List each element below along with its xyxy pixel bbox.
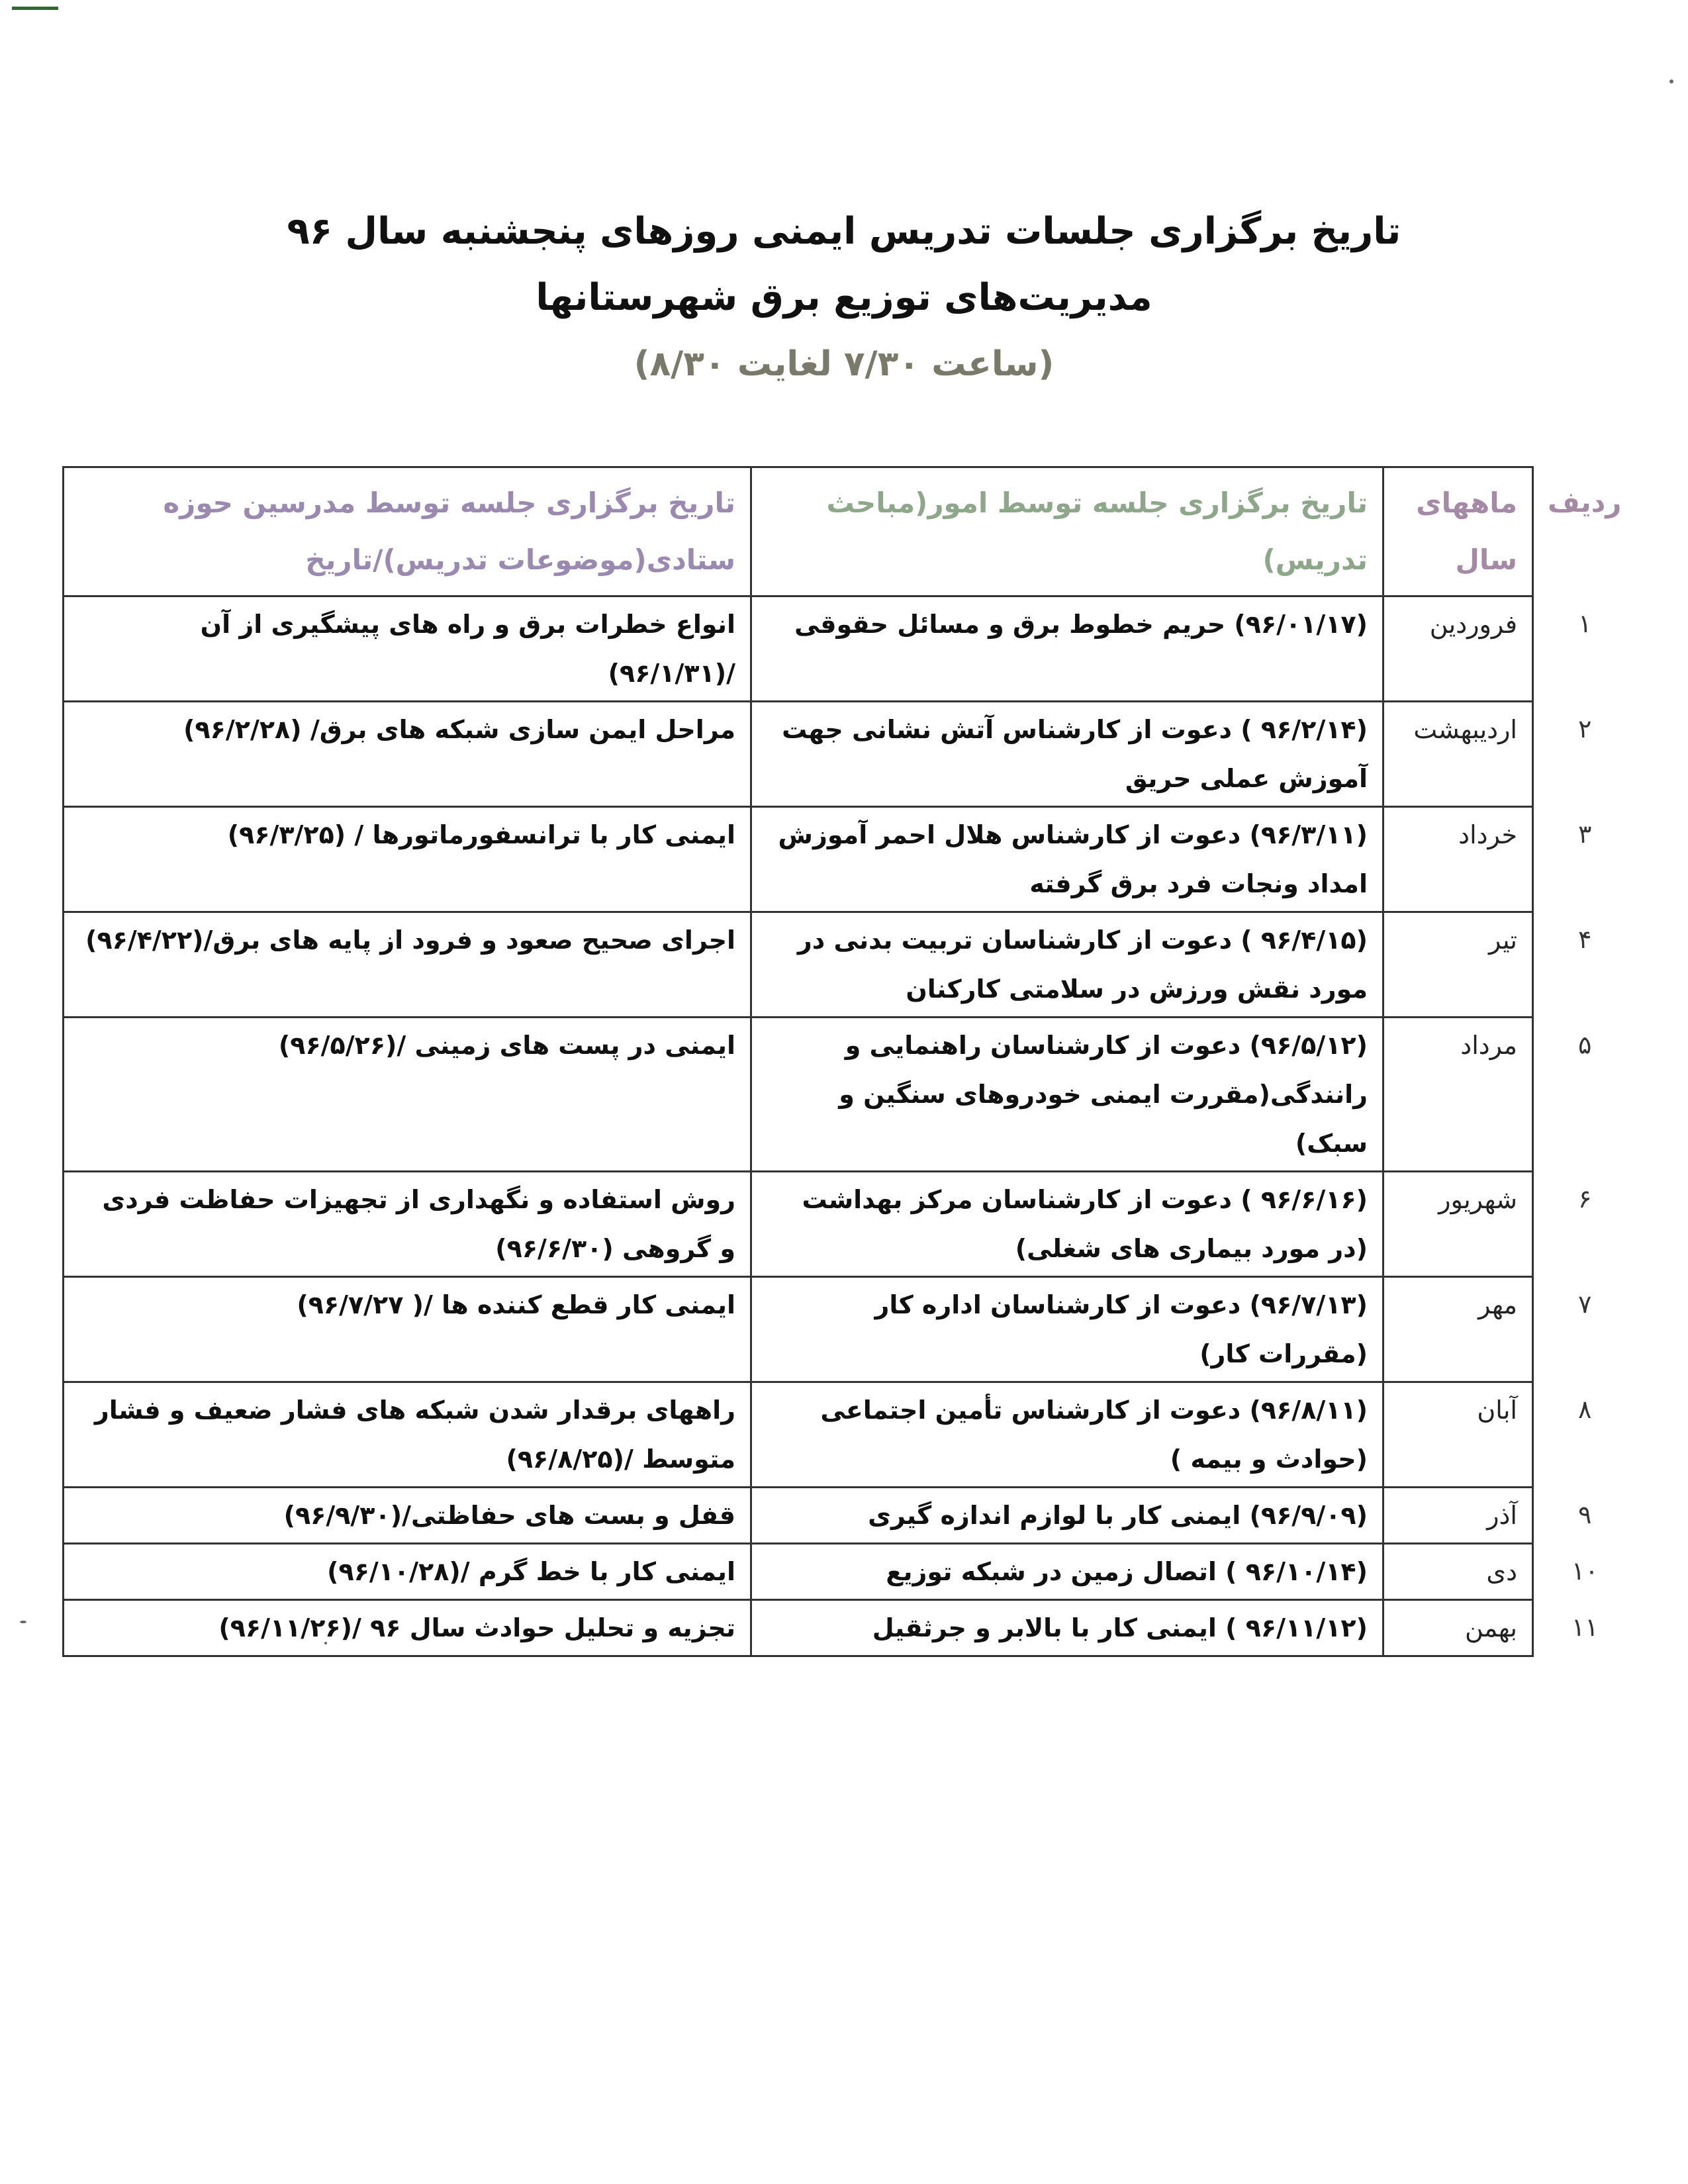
header-staff-session: تاریخ برگزاری جلسه توسط مدرسین حوزه ستادی(موضوعات تدریس)/تاریخ <box>64 467 751 596</box>
month-cell: آذر <box>1383 1488 1533 1544</box>
scan-edge-mark <box>12 7 58 10</box>
staff-session-cell: مراحل ایمن سازی شبکه های برق/ (۹۶/۲/۲۸) <box>64 702 751 807</box>
document-title: تاریخ برگزاری جلسات تدریس ایمنی روزهای پنجشنبه سال ۹۶ <box>287 210 1401 253</box>
department-session-cell: (۹۶/۸/۱۱) دعوت از کارشناس تأمین اجتماعی (حوادث و بیمه ) <box>751 1382 1383 1488</box>
month-cell: دی <box>1383 1544 1533 1600</box>
table-header-row <box>64 467 1636 596</box>
scan-speck <box>1669 79 1673 83</box>
staff-session-cell: روش استفاده و نگهداری از تجهیزات حفاظت فردی و گروهی (۹۶/۶/۳۰) <box>64 1172 751 1277</box>
month-cell: تیر <box>1383 912 1533 1018</box>
staff-session-cell: ایمنی کار با ترانسفورماتورها / (۹۶/۳/۲۵) <box>64 807 751 912</box>
document-header <box>0 199 1688 397</box>
department-session-cell: (۹۶/۹/۰۹) ایمنی کار با لوازم اندازه گیری <box>751 1488 1383 1544</box>
header-row-number: ردیف <box>1533 467 1636 596</box>
table-body <box>64 596 1636 1656</box>
row-number: ۵ <box>1533 1018 1636 1172</box>
row-number: ۱۱ <box>1533 1600 1636 1656</box>
staff-session-cell: ایمنی کار قطع کننده ها /( ۹۶/۷/۲۷) <box>64 1277 751 1382</box>
department-session-cell: (۹۶/۲/۱۴ ) دعوت از کارشناس آتش نشانی جهت آموزش عملی حریق <box>751 702 1383 807</box>
row-number: ۶ <box>1533 1172 1636 1277</box>
schedule-table <box>62 466 1636 1657</box>
table-row <box>64 702 1636 807</box>
department-session-cell: (۹۶/۵/۱۲) دعوت از کارشناسان راهنمایی و رانندگی(مقررت ایمنی خودروهای سنگین و سبک) <box>751 1018 1383 1172</box>
table-row <box>64 912 1636 1018</box>
department-session-cell: (۹۶/۱۰/۱۴ ) اتصال زمین در شبکه توزیع <box>751 1544 1383 1600</box>
staff-session-cell: انواع خطرات برق و راه های پیشگیری از آن /(۹۶/۱/۳۱) <box>64 596 751 702</box>
row-number: ۸ <box>1533 1382 1636 1488</box>
table-row <box>64 807 1636 912</box>
table-row <box>64 1277 1636 1382</box>
table-row <box>64 1544 1636 1600</box>
department-session-cell: (۹۶/۴/۱۵ ) دعوت از کارشناسان تربیت بدنی در مورد نقش ورزش در سلامتی کارکنان <box>751 912 1383 1018</box>
table-row <box>64 1600 1636 1656</box>
row-number: ۴ <box>1533 912 1636 1018</box>
row-number: ۳ <box>1533 807 1636 912</box>
header-department-session: تاریخ برگزاری جلسه توسط امور(مباحث تدریس) <box>751 467 1383 596</box>
row-number: ۲ <box>1533 702 1636 807</box>
table-row <box>64 1172 1636 1277</box>
month-cell: اردیبهشت <box>1383 702 1533 807</box>
row-number: ۷ <box>1533 1277 1636 1382</box>
table-row <box>64 596 1636 702</box>
row-number: ۹ <box>1533 1488 1636 1544</box>
department-session-cell: (۹۶/۱۱/۱۲ ) ایمنی کار با بالابر و جرثقیل <box>751 1600 1383 1656</box>
staff-session-cell: تجزیه و تحلیل حوادث سال ۹۶ /(۹۶/۱۱/۲۶) <box>64 1600 751 1656</box>
month-cell: بهمن <box>1383 1600 1533 1656</box>
month-cell: مهر <box>1383 1277 1533 1382</box>
session-hours: (ساعت ۷/۳۰ لغایت ۸/۳۰) <box>633 344 1055 384</box>
header-month: ماههای سال <box>1383 467 1533 596</box>
month-cell: فروردین <box>1383 596 1533 702</box>
staff-session-cell: قفل و بست های حفاظتی/(۹۶/۹/۳۰) <box>64 1488 751 1544</box>
row-number: ۱۰ <box>1533 1544 1636 1600</box>
row-number: ۱ <box>1533 596 1636 702</box>
month-cell: خرداد <box>1383 807 1533 912</box>
table-row <box>64 1018 1636 1172</box>
table-row <box>64 1488 1636 1544</box>
department-session-cell: (۹۶/۶/۱۶ ) دعوت از کارشناسان مرکز بهداشت (در مورد بیماری های شغلی) <box>751 1172 1383 1277</box>
month-cell: آبان <box>1383 1382 1533 1488</box>
month-cell: مرداد <box>1383 1018 1533 1172</box>
scan-speck <box>20 1621 26 1623</box>
staff-session-cell: راههای برقدار شدن شبکه های فشار ضعیف و فشار متوسط /(۹۶/۸/۲۵) <box>64 1382 751 1488</box>
document-subtitle: مدیریت‌های توزیع برق شهرستانها <box>536 276 1152 319</box>
staff-session-cell: ایمنی در پست های زمینی /(۹۶/۵/۲۶) <box>64 1018 751 1172</box>
staff-session-cell: ایمنی کار با خط گرم /(۹۶/۱۰/۲۸) <box>64 1544 751 1600</box>
department-session-cell: (۹۶/۰۱/۱۷) حریم خطوط برق و مسائل حقوقی <box>751 596 1383 702</box>
table-row <box>64 1382 1636 1488</box>
staff-session-cell: اجرای صحیح صعود و فرود از پایه های برق/(۹۶/۴/۲۲) <box>64 912 751 1018</box>
department-session-cell: (۹۶/۳/۱۱) دعوت از کارشناس هلال احمر آموزش امداد ونجات فرد برق گرفته <box>751 807 1383 912</box>
department-session-cell: (۹۶/۷/۱۳) دعوت از کارشناسان اداره کار (مقررات کار) <box>751 1277 1383 1382</box>
month-cell: شهریور <box>1383 1172 1533 1277</box>
